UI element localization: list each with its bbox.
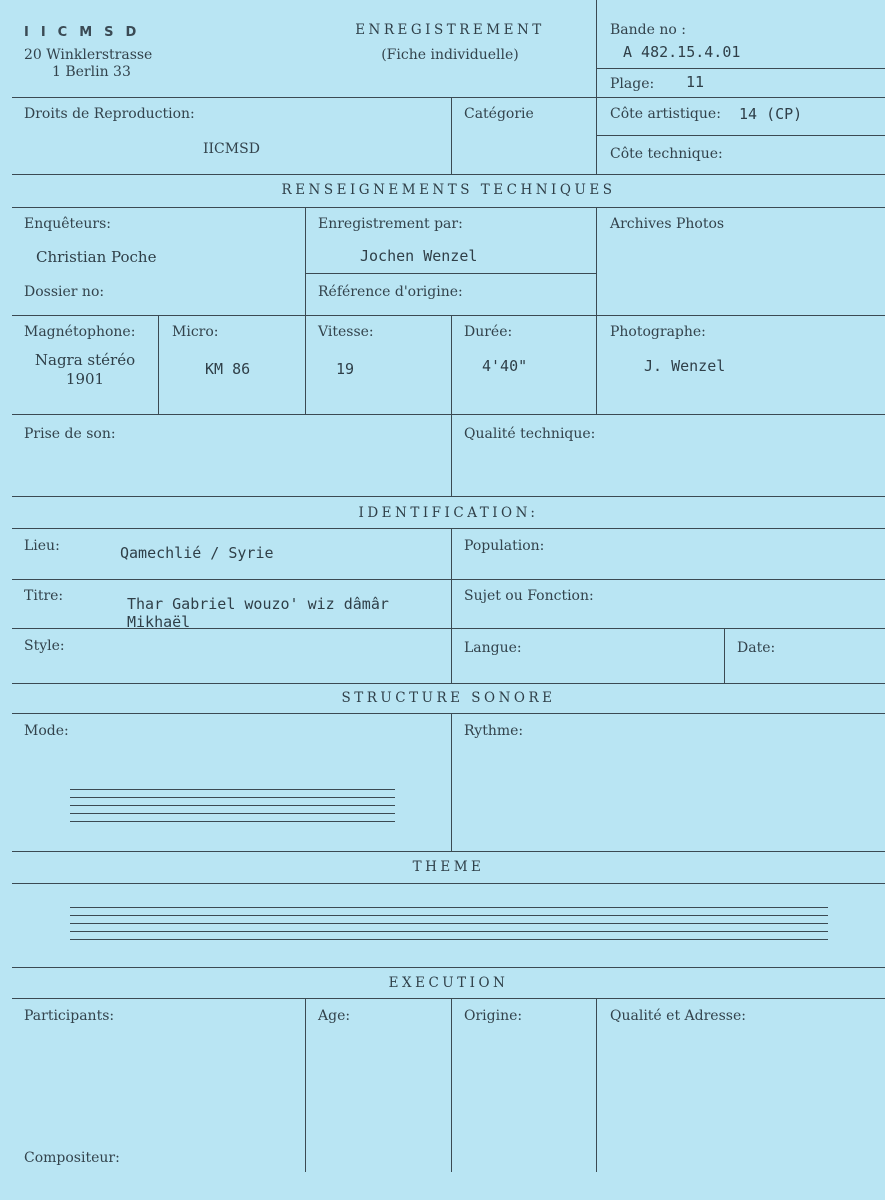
photographe-label: Photographe: (610, 324, 706, 340)
divider (12, 967, 885, 968)
duree-value: 4'40" (482, 357, 528, 375)
divider (451, 528, 452, 683)
org-address-city: 1 Berlin 33 (52, 64, 131, 80)
divider (12, 683, 885, 684)
sujet-label: Sujet ou Fonction: (464, 588, 594, 604)
divider (12, 207, 885, 208)
style-label: Style: (24, 638, 65, 654)
enregistrement-label: Enregistrement par: (318, 216, 463, 232)
titre-value-continued: Mikhaël (127, 613, 191, 631)
divider (12, 851, 885, 852)
divider (451, 998, 452, 1172)
divider (12, 883, 885, 884)
enqueteurs-value: Christian Poche (36, 248, 157, 266)
staff-line (70, 789, 395, 790)
micro-label: Micro: (172, 324, 219, 340)
org-address-street: 20 Winklerstrasse (24, 47, 153, 63)
divider (12, 713, 885, 714)
magnetophone-value: Nagra stéréo (34, 351, 136, 369)
divider (451, 414, 452, 496)
staff-line (70, 915, 828, 916)
lieu-value: Qamechlié / Syrie (120, 544, 274, 562)
date-label: Date: (737, 640, 776, 656)
categorie-label: Catégorie (464, 106, 534, 122)
dossier-label: Dossier no: (24, 284, 105, 300)
divider (12, 315, 885, 316)
divider (596, 998, 597, 1172)
staff-line (70, 931, 828, 932)
qualite-adresse-label: Qualité et Adresse: (610, 1008, 746, 1024)
section-title-identification: IDENTIFICATION: (358, 505, 539, 521)
bande-value: A 482.15.4.01 (623, 43, 741, 61)
duree-label: Durée: (464, 324, 513, 340)
magnetophone-label: Magnétophone: (24, 324, 136, 340)
staff-line (70, 813, 395, 814)
staff-line (70, 939, 828, 940)
qualite-technique-label: Qualité technique: (464, 426, 596, 442)
cote-technique-label: Côte technique: (610, 146, 723, 162)
enqueteurs-label: Enquêteurs: (24, 216, 112, 232)
divider (305, 273, 596, 274)
divider (596, 207, 597, 315)
prise-de-son-label: Prise de son: (24, 426, 116, 442)
staff-line (70, 907, 828, 908)
staff-line (70, 797, 395, 798)
plage-label: Plage: (610, 76, 655, 92)
archives-photos-label: Archives Photos (610, 216, 725, 232)
divider (305, 207, 306, 315)
age-label: Age: (318, 1008, 351, 1024)
divider (596, 315, 597, 414)
vitesse-value: 19 (336, 360, 355, 378)
divider (305, 998, 306, 1172)
magnetophone-value-model: 1901 (65, 370, 105, 388)
enregistrement-value: Jochen Wenzel (360, 247, 478, 265)
vitesse-label: Vitesse: (318, 324, 374, 340)
photographe-value: J. Wenzel (644, 357, 726, 375)
divider (12, 496, 885, 497)
langue-label: Langue: (464, 640, 522, 656)
divider (451, 713, 452, 851)
titre-value: Thar Gabriel wouzo' wiz dâmâr (127, 595, 389, 613)
droits-value: IICMSD (203, 141, 260, 157)
staff-line (70, 821, 395, 822)
plage-value: 11 (686, 73, 705, 91)
divider (12, 579, 885, 580)
compositeur-label: Compositeur: (24, 1150, 120, 1166)
participants-label: Participants: (24, 1008, 115, 1024)
section-title-theme: THEME (412, 859, 485, 875)
section-title-execution: EXECUTION (388, 975, 509, 991)
rythme-label: Rythme: (464, 723, 524, 739)
cote-artistique-label: Côte artistique: (610, 106, 721, 122)
form-title: ENREGISTREMENT (355, 22, 545, 38)
micro-value: KM 86 (205, 360, 251, 378)
lieu-label: Lieu: (24, 538, 60, 554)
divider (451, 97, 452, 174)
origine-label: Origine: (464, 1008, 523, 1024)
divider (12, 528, 885, 529)
droits-label: Droits de Reproduction: (24, 106, 195, 122)
mode-label: Mode: (24, 723, 69, 739)
divider (596, 68, 885, 69)
bande-label: Bande no : (610, 22, 686, 38)
titre-label: Titre: (24, 588, 64, 604)
divider (451, 315, 452, 414)
divider (724, 628, 725, 683)
section-title-structure: STRUCTURE SONORE (341, 690, 556, 706)
staff-line (70, 805, 395, 806)
divider (596, 135, 885, 136)
divider (12, 414, 885, 415)
divider (12, 97, 885, 98)
divider (12, 998, 885, 999)
reference-label: Référence d'origine: (318, 284, 463, 300)
cote-artistique-value: 14 (CP) (739, 105, 803, 123)
population-label: Population: (464, 538, 545, 554)
org-name: IICMSD (24, 25, 149, 40)
section-title-technique: RENSEIGNEMENTS TECHNIQUES (281, 182, 616, 198)
divider (12, 174, 885, 175)
form-subtitle: (Fiche individuelle) (381, 47, 519, 63)
staff-line (70, 923, 828, 924)
divider (158, 315, 159, 414)
divider (305, 315, 306, 414)
divider (596, 0, 597, 97)
